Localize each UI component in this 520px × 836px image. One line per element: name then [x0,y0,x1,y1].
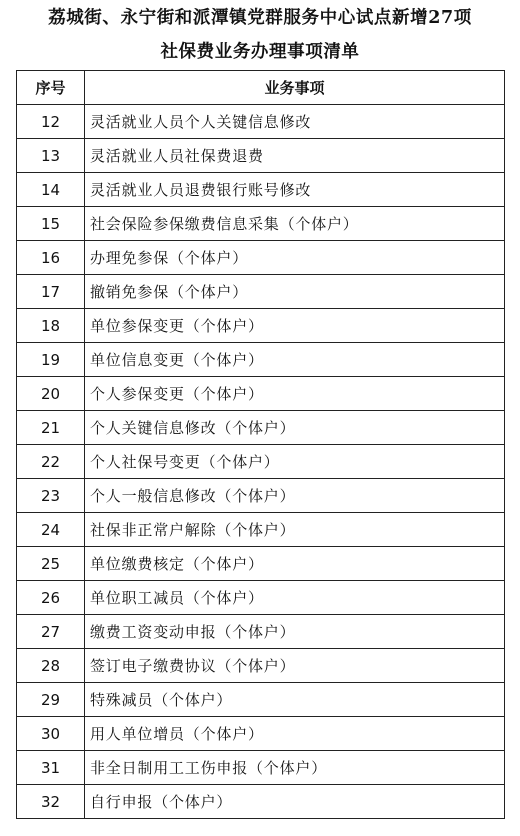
row-business-item: 单位缴费核定（个体户） [85,547,505,581]
service-items-table [16,70,505,819]
row-business-item: 非全日制用工工伤申报（个体户） [85,751,505,785]
row-serial-number: 28 [17,649,85,683]
table-row [17,139,505,173]
row-business-item: 个人社保号变更（个体户） [85,445,505,479]
row-business-item: 单位参保变更（个体户） [85,309,505,343]
row-serial-number: 16 [17,241,85,275]
row-business-item: 自行申报（个体户） [85,785,505,819]
row-business-item: 签订电子缴费协议（个体户） [85,649,505,683]
table-row [17,683,505,717]
table-row [17,377,505,411]
row-serial-number: 21 [17,411,85,445]
table-row [17,309,505,343]
row-business-item: 用人单位增员（个体户） [85,717,505,751]
document-title-line1: 荔城街、永宁街和派潭镇党群服务中心试点新增27项 [48,8,472,28]
document-title-line2: 社保费业务办理事项清单 [160,42,360,62]
header-business-item: 业务事项 [85,71,505,105]
row-serial-number: 32 [17,785,85,819]
row-serial-number: 31 [17,751,85,785]
table-row [17,581,505,615]
row-serial-number: 13 [17,139,85,173]
row-serial-number: 30 [17,717,85,751]
table-row [17,479,505,513]
row-business-item: 单位信息变更（个体户） [85,343,505,377]
table-row [17,615,505,649]
row-serial-number: 27 [17,615,85,649]
table-row [17,275,505,309]
row-business-item: 撤销免参保（个体户） [85,275,505,309]
row-business-item: 社保非正常户解除（个体户） [85,513,505,547]
row-business-item: 灵活就业人员社保费退费 [85,139,505,173]
row-serial-number: 18 [17,309,85,343]
row-serial-number: 24 [17,513,85,547]
table-row [17,343,505,377]
row-business-item: 个人关键信息修改（个体户） [85,411,505,445]
row-serial-number: 12 [17,105,85,139]
row-business-item: 办理免参保（个体户） [85,241,505,275]
row-serial-number: 26 [17,581,85,615]
row-business-item: 灵活就业人员退费银行账号修改 [85,173,505,207]
row-business-item: 社会保险参保缴费信息采集（个体户） [85,207,505,241]
table-row [17,207,505,241]
header-serial-number: 序号 [17,71,85,105]
table-row [17,173,505,207]
table-row [17,785,505,819]
row-business-item: 个人一般信息修改（个体户） [85,479,505,513]
row-serial-number: 17 [17,275,85,309]
table-row [17,547,505,581]
row-serial-number: 29 [17,683,85,717]
table-row [17,241,505,275]
row-business-item: 灵活就业人员个人关键信息修改 [85,105,505,139]
table-row [17,105,505,139]
table-row [17,411,505,445]
row-business-item: 单位职工减员（个体户） [85,581,505,615]
table-row [17,513,505,547]
row-business-item: 个人参保变更（个体户） [85,377,505,411]
row-serial-number: 14 [17,173,85,207]
row-business-item: 特殊减员（个体户） [85,683,505,717]
row-serial-number: 19 [17,343,85,377]
row-serial-number: 22 [17,445,85,479]
table-row [17,649,505,683]
table-row [17,751,505,785]
row-serial-number: 20 [17,377,85,411]
row-serial-number: 23 [17,479,85,513]
table-header-row [17,71,505,105]
table-row [17,717,505,751]
row-serial-number: 15 [17,207,85,241]
table-body [17,105,505,819]
table-row [17,445,505,479]
row-business-item: 缴费工资变动申报（个体户） [85,615,505,649]
row-serial-number: 25 [17,547,85,581]
